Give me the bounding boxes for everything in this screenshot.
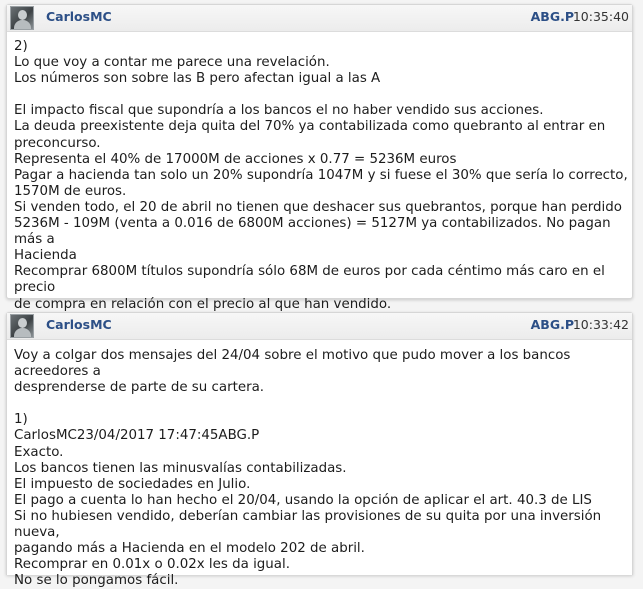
author-link[interactable]: CarlosMC bbox=[46, 317, 112, 332]
post-body: 2) Lo que voy a contar me parece una revelación. Los números son sobre las B pero afectan igual a las A El impacto fiscal que supondría a los bancos el no haber vendido sus acciones. La deuda preexistente deja quita del 70% ya contabilizada como quebranto al entrar en preconcurso. Representa el 40% de 17000M de acciones x 0.77 = 5236M euros Pagar a hacienda tan solo un 20% supondría 1047M y si fuese el 30% que sería lo correcto, 1570M de euros. Si venden todo, el 20 de abril no tienen que deshacer sus quebrantos, porque han perdido 5236M - 109M (venta a 0.016 de 6800M acciones) = 5127M ya contabilizados. No pagan más a Hacienda Recomprar 6800M títulos supondría sólo 68M de euros por cada céntimo más caro en el precio de compra en relación con el precio al que han vendido. bbox=[14, 39, 628, 312]
avatar[interactable] bbox=[10, 314, 34, 338]
author-link[interactable]: CarlosMC bbox=[46, 9, 112, 24]
avatar[interactable] bbox=[10, 6, 34, 30]
ticker-link[interactable]: ABG.P bbox=[530, 9, 574, 24]
post-header bbox=[7, 5, 632, 32]
post-card bbox=[6, 312, 633, 589]
post-time: 10:35:40 bbox=[572, 9, 629, 24]
post-card bbox=[6, 4, 633, 312]
ticker-link[interactable]: ABG.P bbox=[530, 317, 574, 332]
post-time: 10:33:42 bbox=[572, 317, 629, 332]
post-header bbox=[7, 313, 632, 340]
post-body: Voy a colgar dos mensajes del 24/04 sobre el motivo que pudo mover a los bancos acreedores a desprenderse de parte de su cartera. 1) CarlosMC23/04/2017 17:47:45ABG.P Exacto. Los bancos tienen las minusvalías contabilizadas. El impuesto de sociedades en Julio. El pago a cuenta lo han hecho el 20/04, usando la opción de aplicar el art. 40.3 de LIS Si no hubiesen vendido, deberían cambiar las provisiones de su quita por una inversión nueva, pagando más a Hacienda en el modelo 202 de abril. Recomprar en 0.01x o 0.02x les da igual. No se lo pongamos fácil. bbox=[14, 348, 602, 589]
